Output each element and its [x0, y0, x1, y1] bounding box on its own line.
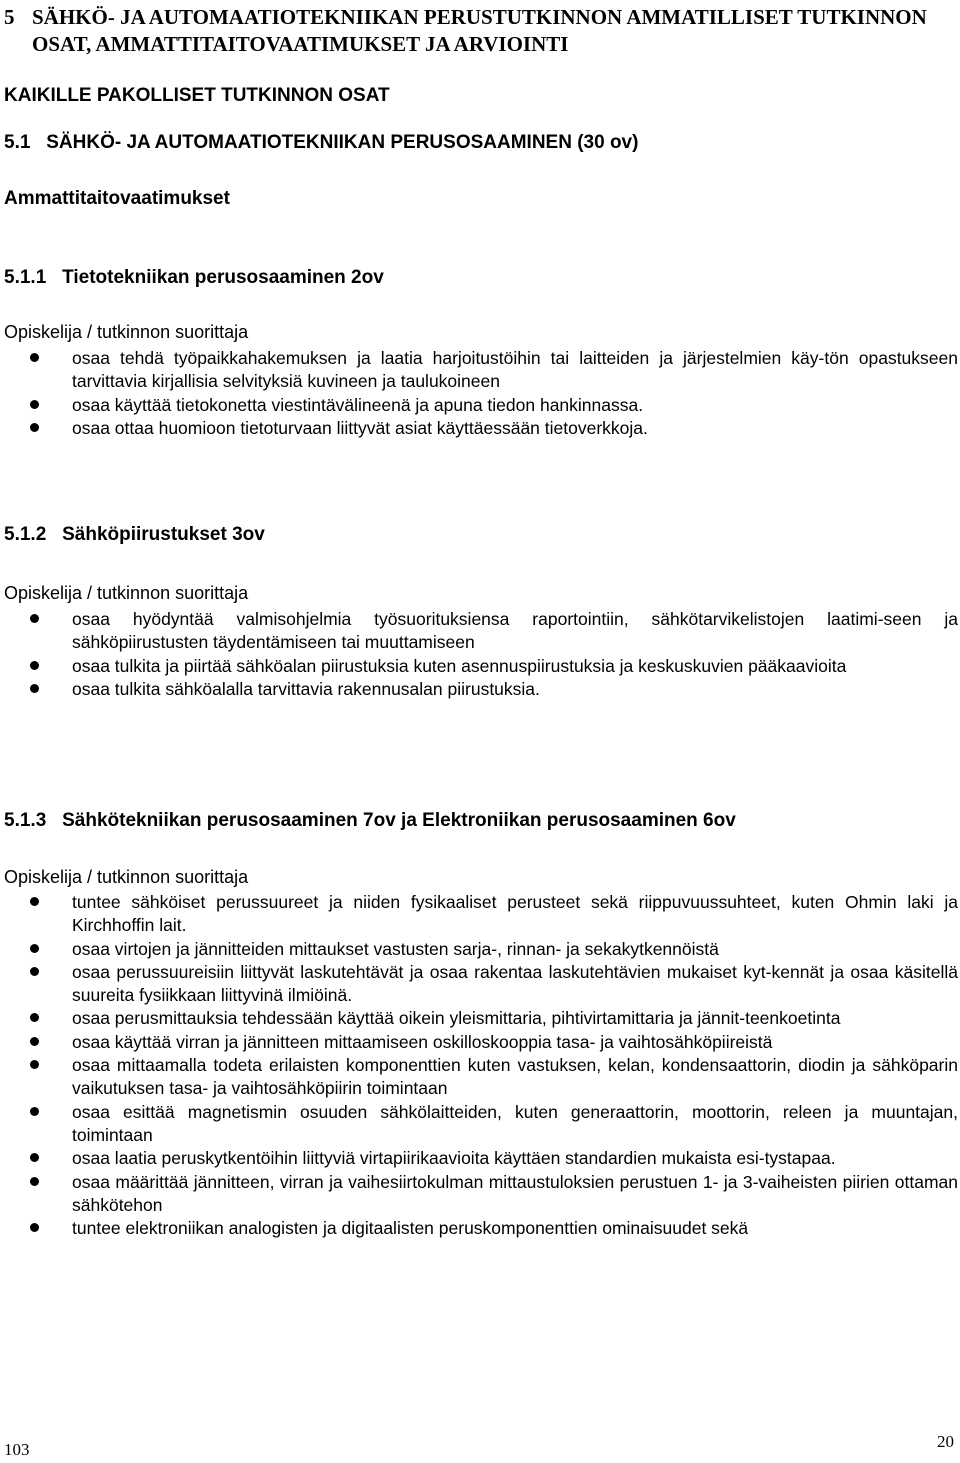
subsection-lead: Opiskelija / tutkinnon suorittaja — [4, 322, 249, 342]
list-item-text: osaa käyttää virran ja jännitteen mittaamiseen oskilloskooppia tasa- ja vaihtosähköpiireistä — [72, 1031, 773, 1052]
list-item-text: osaa tehdä työpaikkahakemuksen ja laatia harjoitustöihin tai laitteiden ja järjestelmien käy-tön opastukseen tarvittavia kirjallisia selvityksiä kuvineen ja taulukoineen — [72, 348, 958, 392]
list-item-text: osaa ottaa huomioon tietoturvaan liittyvät asiat käyttäessään tietoverkkoja. — [72, 417, 648, 438]
footer-page-number-right: 20 — [937, 1432, 954, 1451]
bullet-icon — [30, 400, 39, 409]
bullet-icon — [30, 897, 39, 906]
list-item-text: osaa laatia peruskytkentöihin liittyviä virtapiirikaavioita käyttäen standardien mukaista esi-tystapaa. — [72, 1148, 836, 1169]
subsection-lead: Opiskelija / tutkinnon suorittaja — [4, 583, 249, 603]
bullet-icon — [30, 661, 39, 670]
list-item-text: tuntee sähköiset perussuureet ja niiden fysikaaliset perusteet sekä riippuvuussuhteet, kuten Ohmin laki ja Kirchhoffin lait. — [72, 892, 958, 936]
bullet-icon — [30, 423, 39, 432]
list-item-text: osaa käyttää tietokonetta viestintävälineenä ja apuna tiedon hankinnassa. — [72, 394, 644, 415]
subsection-heading: 5.1.1 Tietotekniikan perusosaaminen 2ov — [4, 267, 384, 288]
list-item — [0, 1171, 960, 1218]
requirements-list — [0, 891, 960, 1240]
list-item — [0, 1007, 960, 1030]
list-item-text: tuntee elektroniikan analogisten ja digitaalisten peruskomponenttien ominaisuudet sekä — [72, 1218, 749, 1239]
subsection-lead: Opiskelija / tutkinnon suorittaja — [4, 867, 249, 887]
list-item — [0, 961, 960, 1008]
list-item — [0, 1054, 960, 1101]
list-item — [0, 1147, 960, 1170]
chapter-title: SÄHKÖ- JA AUTOMAATIOTEKNIIKAN PERUSTUTKINNON AMMATILLISET TUTKINNON OSAT, AMMATTITAITOVAATIMUKSET JA ARVIOINTI — [32, 5, 927, 56]
list-item — [0, 891, 960, 938]
list-item — [0, 347, 960, 394]
bullet-icon — [30, 944, 39, 953]
list-item — [0, 417, 960, 440]
chapter-heading — [4, 4, 954, 58]
all-mandatory-heading: KAIKILLE PAKOLLISET TUTKINNON OSAT — [4, 85, 390, 106]
requirements-heading: Ammattitaitovaatimukset — [4, 188, 230, 209]
bullet-icon — [30, 967, 39, 976]
list-item — [0, 655, 960, 678]
list-item-text: osaa tulkita sähköalalla tarvittavia rakennusalan piirustuksia. — [72, 678, 540, 699]
list-item-text: osaa hyödyntää valmisohjelmia työsuorituksiensa raportointiin, sähkötarvikelistojen laatimi-seen ja sähköpiirustusten täydentämiseen tai muuttamiseen — [72, 609, 958, 653]
list-item — [0, 1217, 960, 1240]
subsection-heading: 5.1.2 Sähköpiirustukset 3ov — [4, 524, 265, 545]
list-item — [0, 678, 960, 701]
chapter-number: 5 — [4, 5, 15, 29]
list-item-text: osaa tulkita ja piirtää sähköalan piirustuksia kuten asennuspiirustuksia ja keskuskuvien pääkaavioita — [72, 655, 847, 676]
list-item-text: osaa esittää magnetismin osuuden sähkölaitteiden, kuten generaattorin, moottorin, releen ja muuntajan, toimintaan — [72, 1101, 958, 1145]
list-item-text: osaa perussuureisiin liittyvät laskutehtävät ja osaa rakentaa laskutehtävien mukaiset kyt-kennät ja osaa käsitellä suureita fysiikkaan liittyvinä ilmiöinä. — [72, 961, 958, 1006]
list-item — [0, 1031, 960, 1054]
list-item — [0, 394, 960, 417]
list-item — [0, 1101, 960, 1148]
bullet-icon — [30, 1037, 39, 1046]
list-item — [0, 938, 960, 961]
subsection-heading: 5.1.3 Sähkötekniikan perusosaaminen 7ov ja Elektroniikan perusosaaminen 6ov — [4, 810, 736, 831]
footer-page-number-left: 103 — [4, 1440, 30, 1459]
list-item — [0, 608, 960, 655]
bullet-icon — [30, 684, 39, 693]
list-item-text: osaa mittaamalla todeta erilaisten komponenttien kuten vastuksen, kelan, kondensaattorin, diodin ja sähköparin vaikutuksen tasa- ja vaihtosähköpiirin toimintaan — [72, 1055, 958, 1099]
list-item-text: osaa perusmittauksia tehdessään käyttää oikein yleismittaria, pihtivirtamittaria ja jännit-teenkoetinta — [72, 1008, 841, 1029]
bullet-icon — [30, 1223, 39, 1232]
bullet-icon — [30, 1177, 39, 1186]
bullet-icon — [30, 1013, 39, 1022]
list-item-text: osaa määrittää jännitteen, virran ja vaihesiirtokulman mittaustuloksien perustuen 1- ja 3-vaiheisten piirien ottaman sähkötehon — [72, 1171, 958, 1215]
bullet-icon — [30, 1107, 39, 1116]
requirements-list — [0, 347, 960, 440]
bullet-icon — [30, 1153, 39, 1162]
section-heading: 5.1 SÄHKÖ- JA AUTOMAATIOTEKNIIKAN PERUSOSAAMINEN (30 ov) — [4, 132, 639, 153]
bullet-icon — [30, 1060, 39, 1069]
list-item-text: osaa virtojen ja jännitteiden mittaukset vastusten sarja-, rinnan- ja sekakytkennöistä — [72, 938, 719, 959]
bullet-icon — [30, 614, 39, 623]
requirements-list — [0, 608, 960, 701]
bullet-icon — [30, 353, 39, 362]
